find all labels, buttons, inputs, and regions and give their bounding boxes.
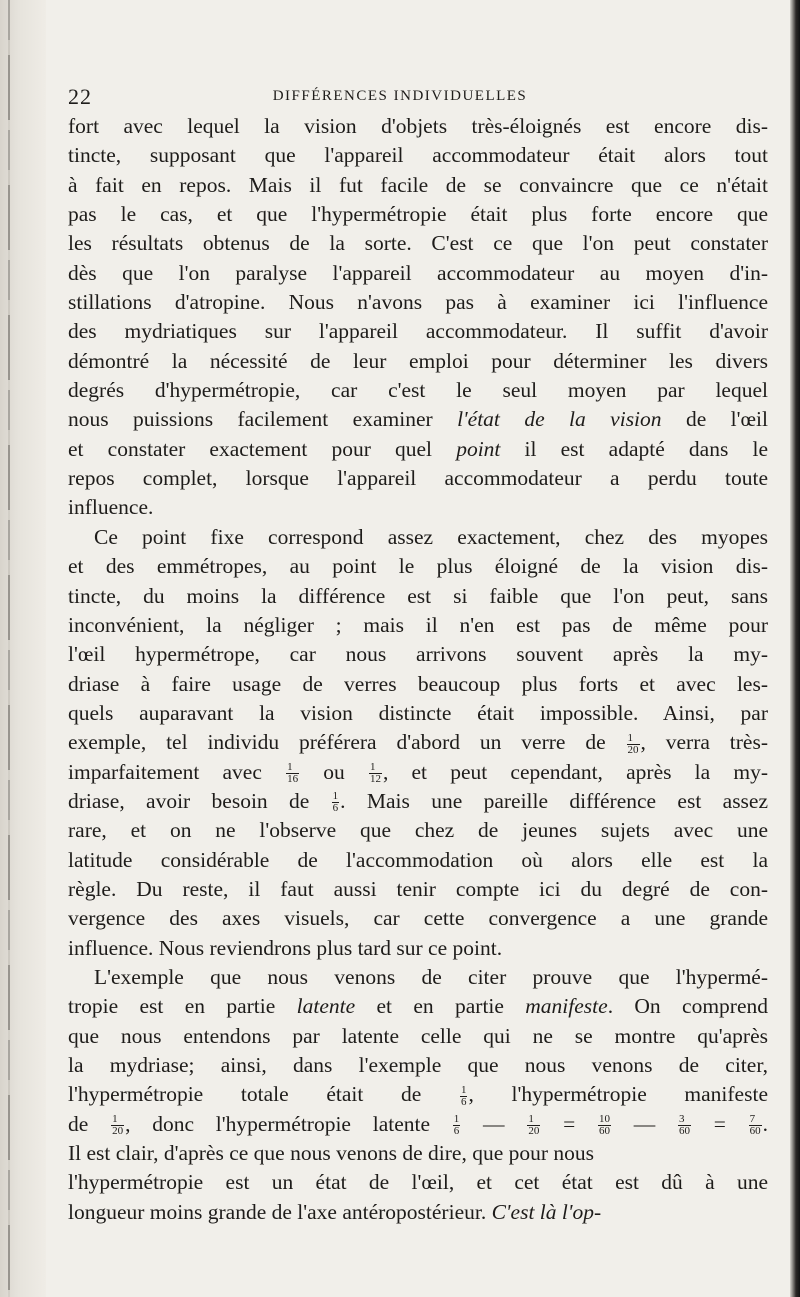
text-run: de xyxy=(68,1111,111,1136)
operator: — xyxy=(461,1111,527,1136)
text-line xyxy=(68,992,768,1021)
text-line: rare, et on ne l'observe que chez de jeunes sujets avec une xyxy=(68,818,768,843)
text-run: il est adapté dans le xyxy=(500,436,768,461)
text-line: dès que l'on paralyse l'appareil accommodateur au moyen d'in- xyxy=(68,260,768,285)
text-line: L'exemple que nous venons de citer prouve que l'hypermé- xyxy=(94,964,768,989)
text-run: et en partie xyxy=(355,994,526,1019)
text-line xyxy=(68,1080,768,1109)
fraction: $\frac{1}{6}$ xyxy=(453,1113,460,1138)
text-run: et constater exactement pour quel xyxy=(68,436,457,461)
text-line xyxy=(68,787,768,816)
text-line: influence. Nous reviendrons plus tard sur ce point. xyxy=(68,935,503,960)
text-line: fort avec lequel la vision d'objets très-éloignés est encore dis- xyxy=(68,114,768,138)
italic-text: C'est là l'op- xyxy=(491,1199,602,1224)
text-line: stillations d'atropine. Nous n'avons pas à examiner ici l'influence xyxy=(68,290,768,315)
text-line: les résultats obtenus de la sorte. C'est ce que l'on peut constater xyxy=(68,231,768,256)
text-line: l'hypermétropie est un état de l'œil, et cet état est dû à une xyxy=(68,1170,768,1195)
binding-gutter xyxy=(0,0,46,1297)
fraction: $\frac{3}{60}$ xyxy=(679,1113,690,1138)
text-run: . On comprend xyxy=(607,994,768,1019)
fraction: $\frac{1}{20}$ xyxy=(627,731,639,756)
fraction: $\frac{7}{60}$ xyxy=(749,1113,761,1138)
operator: = xyxy=(692,1111,748,1136)
text-line: quels auparavant la vision distincte était impossible. Ainsi, par xyxy=(68,700,768,725)
text-line: des mydriatiques sur l'appareil accommodateur. Il suffit d'avoir xyxy=(68,319,768,344)
text-line: driase à faire usage de verres beaucoup plus forts et avec les- xyxy=(68,671,768,696)
operator: — xyxy=(611,1111,677,1136)
text-line: inconvénient, la négliger ; mais il n'en est pas de même pour xyxy=(68,612,768,637)
text-line: et des emmétropes, au point le plus éloigné de la vision dis- xyxy=(68,554,768,579)
text-line: que nous entendons par latente celle qui ne se montre qu'après xyxy=(68,1023,768,1048)
text-run: de l'œil xyxy=(661,407,769,432)
text-run: l'hypermétropie totale était de xyxy=(68,1082,459,1107)
fraction: $\frac{1}{20}$ xyxy=(112,1113,124,1138)
page-number: 22 xyxy=(68,84,92,109)
fraction: $\frac{10}{60}$ xyxy=(598,1113,610,1138)
text-line: pas le cas, et que l'hypermétropie était plus forte encore que xyxy=(68,202,768,227)
text-line xyxy=(68,1110,768,1139)
fraction: $\frac{1}{16}$ xyxy=(287,761,299,786)
text-line: degrés d'hypermétropie, car c'est le seul moyen par lequel xyxy=(68,378,768,403)
operator: = xyxy=(541,1111,597,1136)
text-line: règle. Du reste, il faut aussi tenir compte ici du degré de con- xyxy=(68,876,768,901)
binding-shadow xyxy=(8,0,10,1297)
text-line: influence. xyxy=(68,495,154,520)
text-run: tropie est en partie xyxy=(68,994,297,1019)
text-line: l'œil hypermétrope, car nous arrivons souvent après la my- xyxy=(68,642,768,667)
fraction: $\frac{1}{6}$ xyxy=(460,1083,467,1108)
text-line: tincte, supposant que l'appareil accommodateur était alors tout xyxy=(68,143,768,168)
italic-text: manifeste xyxy=(525,994,608,1019)
text-line: Ce point fixe correspond assez exactement, chez des myopes xyxy=(94,524,768,549)
fraction: $\frac{1}{12}$ xyxy=(369,761,381,786)
italic-text: l'état de la vision xyxy=(457,407,662,432)
text-run: ou xyxy=(300,759,368,784)
text-run: driase, avoir besoin de xyxy=(68,788,331,813)
text-line xyxy=(68,435,768,464)
text-line xyxy=(68,1198,768,1227)
body-text xyxy=(68,112,768,1227)
text-line xyxy=(68,405,768,434)
text-run: , donc l'hypermétropie latente xyxy=(125,1111,452,1136)
text-line: à fait en repos. Mais il fut facile de se convaincre que ce n'était xyxy=(68,172,768,197)
text-run: . xyxy=(762,1111,769,1136)
text-run: nous puissions facilement examiner xyxy=(68,407,458,432)
page-edge xyxy=(790,0,800,1297)
text-line xyxy=(68,758,768,787)
italic-text: latente xyxy=(296,994,356,1019)
text-run: , l'hypermétropie manifeste xyxy=(468,1082,768,1107)
text-line: latitude considérable de l'accommodation où alors elle est la xyxy=(68,847,768,872)
running-head: DIFFÉRENCES INDIVIDUELLES xyxy=(272,88,528,104)
text-run: imparfaitement avec xyxy=(68,759,286,784)
text-line: démontré la nécessité de leur emploi pour déterminer les divers xyxy=(68,348,768,373)
text-run: . Mais une pareille différence est assez xyxy=(340,788,769,813)
text-line: vergence des axes visuels, car cette convergence a une grande xyxy=(68,906,768,931)
italic-text: point xyxy=(456,436,501,461)
text-line: repos complet, lorsque l'appareil accommodateur a perdu toute xyxy=(68,466,768,491)
text-line xyxy=(68,728,768,757)
text-run: longueur moins grande de l'axe antéropostérieur. xyxy=(68,1199,492,1224)
text-run: , et peut cependant, après la my- xyxy=(382,759,768,784)
text-line: Il est clair, d'après ce que nous venons de dire, que pour nous xyxy=(68,1141,595,1166)
text-run: exemple, tel individu préférera d'abord un verre de xyxy=(68,730,626,755)
text-line: tincte, du moins la différence est si faible que l'on peut, sans xyxy=(68,583,768,608)
fraction: $\frac{1}{6}$ xyxy=(332,790,339,815)
text-line: la mydriase; ainsi, dans l'exemple que nous venons de citer, xyxy=(68,1053,768,1077)
fraction: $\frac{1}{20}$ xyxy=(528,1113,540,1138)
text-run: , verra très- xyxy=(640,730,768,755)
